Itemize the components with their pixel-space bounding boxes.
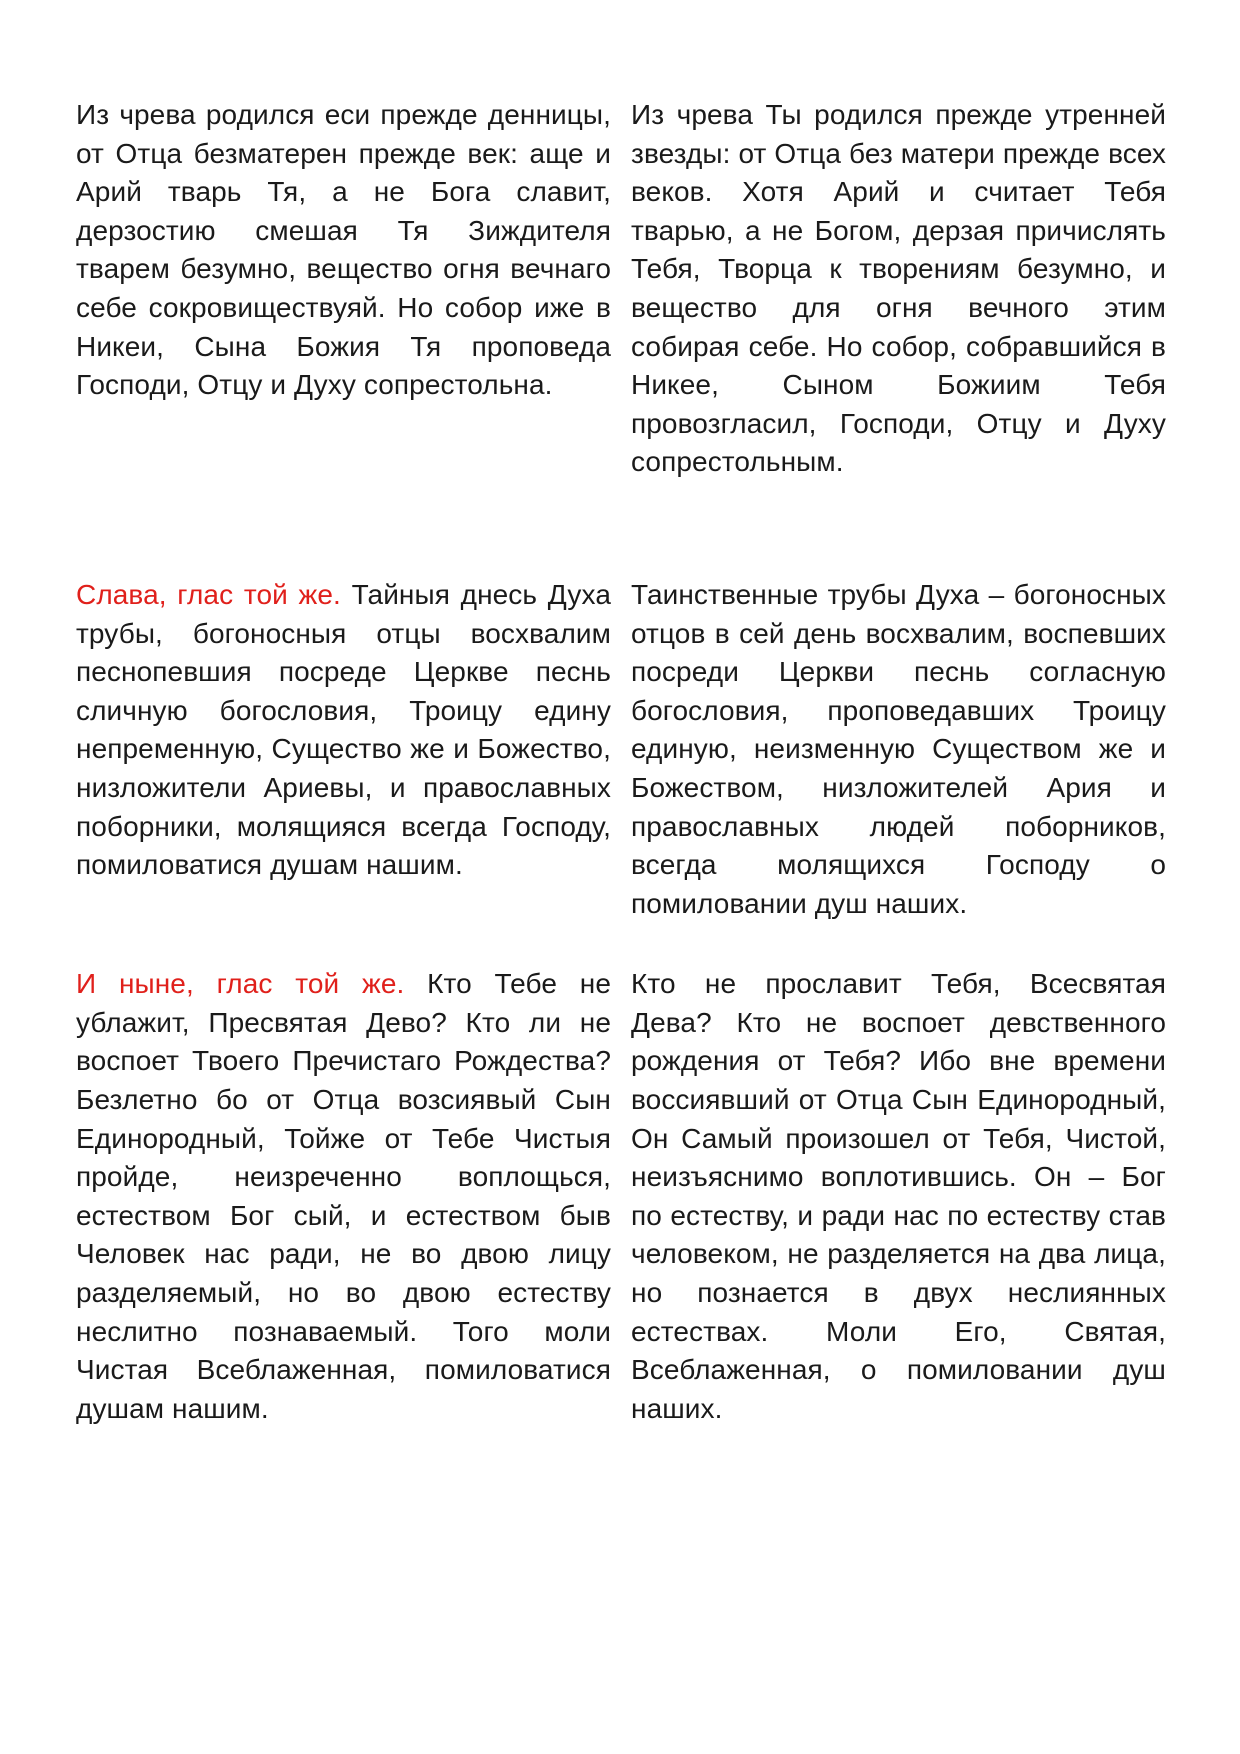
russian-text: Из чрева Ты родился прежде утренней звезды: от Отца без матери прежде всех веков. Хотя Арий и считает Тебя тварью, а не Богом, дерзая причислять Тебя, Творца к творениям безумно, и вещество для огня вечного этим собирая себе. Но собор, собравшийся в Никее, Сыном Божиим Тебя провозгласил, Господи, Отцу и Духу сопрестольным. — [631, 99, 1166, 478]
rubric: Слава, глас той же. — [76, 578, 341, 610]
russian-text: Таинственные трубы Духа – богоносных отцов в сей день восхвалим, воспевших посреди Церкви песнь согласную богословия, проповедавших Троицу единую, неизменную Существом же и Божеством, низложителей Ария и православных людей поборников, всегда молящихся Господу о помиловании душ наших. — [631, 578, 1166, 919]
slavonic-text — [76, 96, 611, 482]
slavonic-text — [76, 576, 611, 923]
rubric: И ныне, глас той же. — [76, 968, 405, 1000]
slavonic-body: Из чрева родился еси прежде денницы, от Отца безматерен прежде век: аще и Арий тварь Тя, а не Бога славит, дерзостию смешая Тя Зиждителя тварем безумно, вещество огня вечнаго себе сокровиществуяй. Но собор иже в Никеи, Сына Божия Тя проповеда Господи, Отцу и Духу сопрестольна. — [76, 99, 611, 401]
slavonic-body: Тайныя днесь Духа трубы, богоносныя отцы восхвалим песнопевшия посреде Церкве песнь сличную богословия, Троицу едину непременную, Существо же и Божество, низложители Ариевы, и православных поборники, молящияся всегда Господу, помиловатися душам нашим. — [76, 578, 611, 881]
document-page — [76, 96, 1166, 1428]
stanza-row — [76, 96, 1166, 482]
slavonic-body: Кто Тебе не ублажит, Пресвятая Дево? Кто ли не воспоет Твоего Пречистаго Рождества? Безлетно бо от Отца возсиявый Сын Единородный, Тойже от Тебе Чистыя пройде, неизреченно воплощься, естеством Бог сый, и естеством быв Человек нас ради, не во двою лицу разделяемый, но во двою естеству неслитно познаваемый. Того моли Чистая Всеблаженная, помиловатися душам нашим. — [76, 968, 611, 1424]
stanza-row — [76, 965, 1166, 1428]
stanza-row — [76, 576, 1166, 923]
russian-text: Кто не прославит Тебя, Всесвятая Дева? Кто не воспоет девственного рождения от Тебя? Ибо вне времени воссиявший от Отца Сын Единородный, Он Самый произошел от Тебя, Чистой, неизъяснимо воплотившись. Он – Бог по естеству, и ради нас по естеству став человеком, не разделяется на два лица, но познается в двух неслиянных естествах. Моли Его, Святая, Всеблаженная, о помиловании душ наших. — [631, 968, 1166, 1424]
slavonic-text — [76, 965, 611, 1428]
